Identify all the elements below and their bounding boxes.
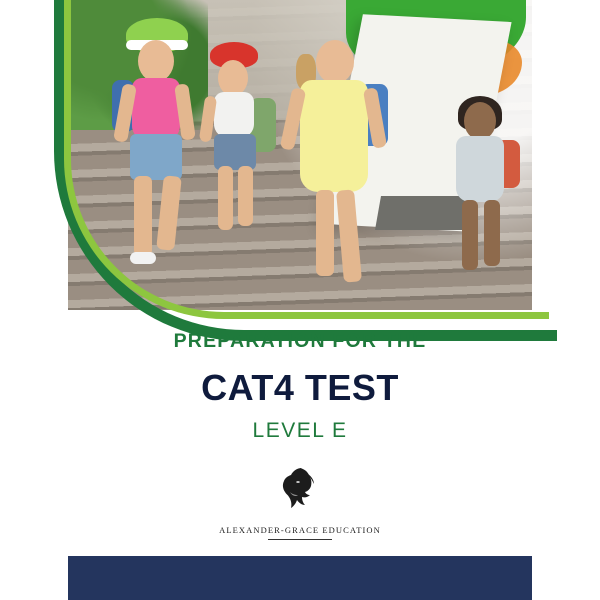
leg-shape xyxy=(316,190,334,276)
dress-shape xyxy=(300,80,368,192)
torso-shape xyxy=(214,92,254,138)
title-block xyxy=(0,330,600,443)
photo-background xyxy=(68,0,532,310)
cover-title: CAT4 TEST xyxy=(201,367,399,408)
leg-shape xyxy=(218,166,233,230)
child-figure xyxy=(440,96,526,296)
lion-head-icon xyxy=(272,462,328,518)
head-shape xyxy=(316,40,354,84)
publisher-name: ALEXANDER-GRACE EDUCATION xyxy=(219,525,381,535)
cover-photo xyxy=(68,0,532,310)
publisher-logo-block xyxy=(0,462,600,540)
logo-divider xyxy=(268,539,332,540)
child-figure xyxy=(196,42,288,242)
cover-level: LEVEL E xyxy=(252,419,348,442)
leg-shape xyxy=(134,176,152,256)
head-shape xyxy=(218,60,248,96)
head-shape xyxy=(464,102,496,140)
leg-shape xyxy=(238,166,253,226)
child-figure xyxy=(278,26,398,292)
head-shape xyxy=(138,40,174,82)
leg-shape xyxy=(484,200,500,266)
bottom-accent-bar xyxy=(68,556,532,600)
cover-kicker: PREPARATION FOR THE xyxy=(173,330,427,352)
torso-shape xyxy=(456,136,504,202)
torso-shape xyxy=(132,78,180,140)
shorts-shape xyxy=(130,134,182,180)
shoe-shape xyxy=(130,252,156,264)
leg-shape xyxy=(156,175,182,250)
leg-shape xyxy=(336,189,362,282)
leg-shape xyxy=(462,200,478,270)
shorts-shape xyxy=(214,134,256,170)
